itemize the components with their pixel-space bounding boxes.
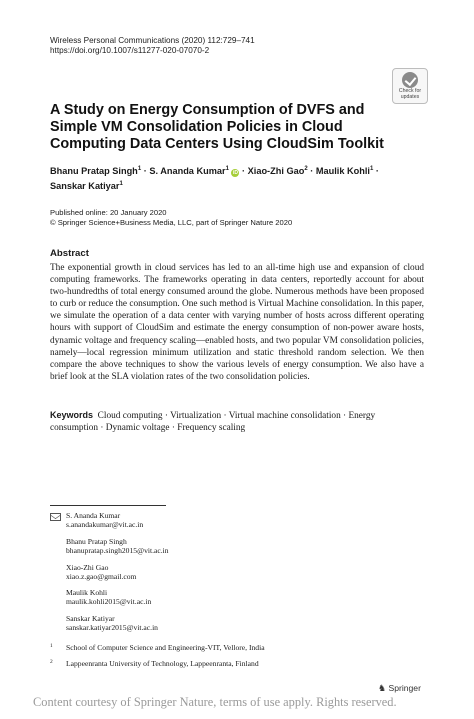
author-affiliation-number: 2	[304, 166, 308, 172]
copyright-notice: © Springer Science+Business Media, LLC, part of Springer Nature 2020	[50, 218, 293, 227]
contact-entry	[66, 563, 136, 582]
author-name[interactable]: Xiao-Zhi Gao	[247, 166, 305, 177]
affiliation-number: 1	[50, 643, 53, 649]
courtesy-notice: Content courtesy of Springer Nature, terms of use apply. Rights reserved.	[33, 695, 397, 709]
keywords-section	[50, 409, 424, 434]
author-name[interactable]: Sanskar Katiyar	[50, 180, 120, 191]
author-name[interactable]: S. Ananda Kumar	[149, 166, 226, 177]
springer-horse-icon: ♞	[378, 683, 387, 693]
contact-email[interactable]: s.anandakumar@vit.ac.in	[66, 520, 144, 530]
contact-name: Maulik Kohli	[66, 588, 108, 597]
author-affiliation-number: 1	[137, 166, 142, 172]
author-affiliation-number: 1	[119, 180, 123, 187]
abstract-text: The exponential growth in cloud services has led to an all-time high use and expansion of cloud computing frameworks. The frameworks operating in data centers, reportedly account for about two-hundredths of total energy consumed around the globe. Numerous methods have been proposed to curb or reduce the consumption. One such method is Virtual Machine consolidation. In this paper, we simulate the operation of a data center with varying number of hosts across different operating hours with support of CloudSim and estimate the energy consumption of non-power aware hosts, dynamic voltage and frequency scaling—enabled hosts, and two popular VM consolidation policies, namely—local regression minimum utilization and static threshold random selection. We then compare the above techniques to show the various levels of energy consumption. We also have a brief look at the SLA violation rates of the two consolidation policies.	[50, 263, 424, 382]
abstract-heading: Abstract	[50, 248, 89, 259]
published-date: Published online: 20 January 2020	[50, 208, 167, 217]
envelope-icon	[50, 513, 61, 521]
contact-name: Bhanu Pratap Singh	[66, 537, 127, 546]
paper-title: A Study on Energy Consumption of DVFS and Simple VM Consolidation Policies in Cloud Computing Data Centers Using CloudSim Toolkit	[50, 102, 384, 152]
affiliation	[50, 659, 259, 670]
publisher-logo	[378, 683, 421, 694]
author-name[interactable]: Maulik Kohli	[315, 166, 370, 177]
keywords-label: Keywords	[50, 410, 94, 420]
journal-citation: Wireless Personal Communications (2020) 112:729–741	[50, 36, 255, 45]
contact-email[interactable]: bhanupratap.singh2015@vit.ac.in	[66, 546, 169, 556]
publisher-name: Springer	[388, 683, 421, 693]
contact-email[interactable]: maulik.kohli2015@vit.ac.in	[66, 597, 152, 607]
affiliation-number: 2	[50, 659, 53, 665]
affiliation-text: School of Computer Science and Engineering-VIT, Vellore, India	[66, 643, 265, 652]
check-for-updates-badge[interactable]	[392, 68, 428, 104]
orcid-icon[interactable]: iD	[232, 170, 238, 177]
contact-entry	[66, 588, 151, 607]
keywords-list: Cloud computing · Virtualization · Virtual machine consolidation · Energy consumption · Dynamic voltage · Frequency scaling	[50, 411, 376, 434]
publication-info	[50, 208, 292, 228]
crossmark-label-1: Check for	[398, 88, 422, 94]
contact-name: S. Ananda Kumar	[66, 511, 121, 520]
author-list: Bhanu Pratap Singh$^1$ · S. Ananda Kumar$^1$ iD · Xiao-Zhi Gao$^2$ · Maulik Kohli$^1$ · Sanskar Katiyar$^1$	[50, 166, 379, 191]
crossmark-label-2: updates	[400, 93, 420, 100]
contact-email[interactable]: xiao.z.gao@gmail.com	[66, 572, 137, 582]
author-affiliation-number: 1	[369, 166, 374, 172]
author-affiliation-number: 1	[225, 166, 229, 172]
doi-link[interactable]: https://doi.org/10.1007/s11277-020-07070-2	[50, 46, 210, 55]
contact-entry	[66, 614, 158, 633]
affiliation-text: Lappeenranta University of Technology, Lappeenranta, Finland	[66, 659, 259, 668]
contact-name: Xiao-Zhi Gao	[66, 563, 109, 572]
contact-name: Sanskar Katiyar	[66, 614, 115, 623]
affiliation	[50, 643, 265, 654]
footnote-divider	[50, 505, 166, 506]
contact-email[interactable]: sanskar.katiyar2015@vit.ac.in	[66, 623, 158, 633]
author-name[interactable]: Bhanu Pratap Singh	[50, 166, 138, 177]
contact-entry	[66, 537, 169, 556]
crossmark-icon	[402, 72, 418, 88]
contact-entry	[66, 511, 143, 530]
